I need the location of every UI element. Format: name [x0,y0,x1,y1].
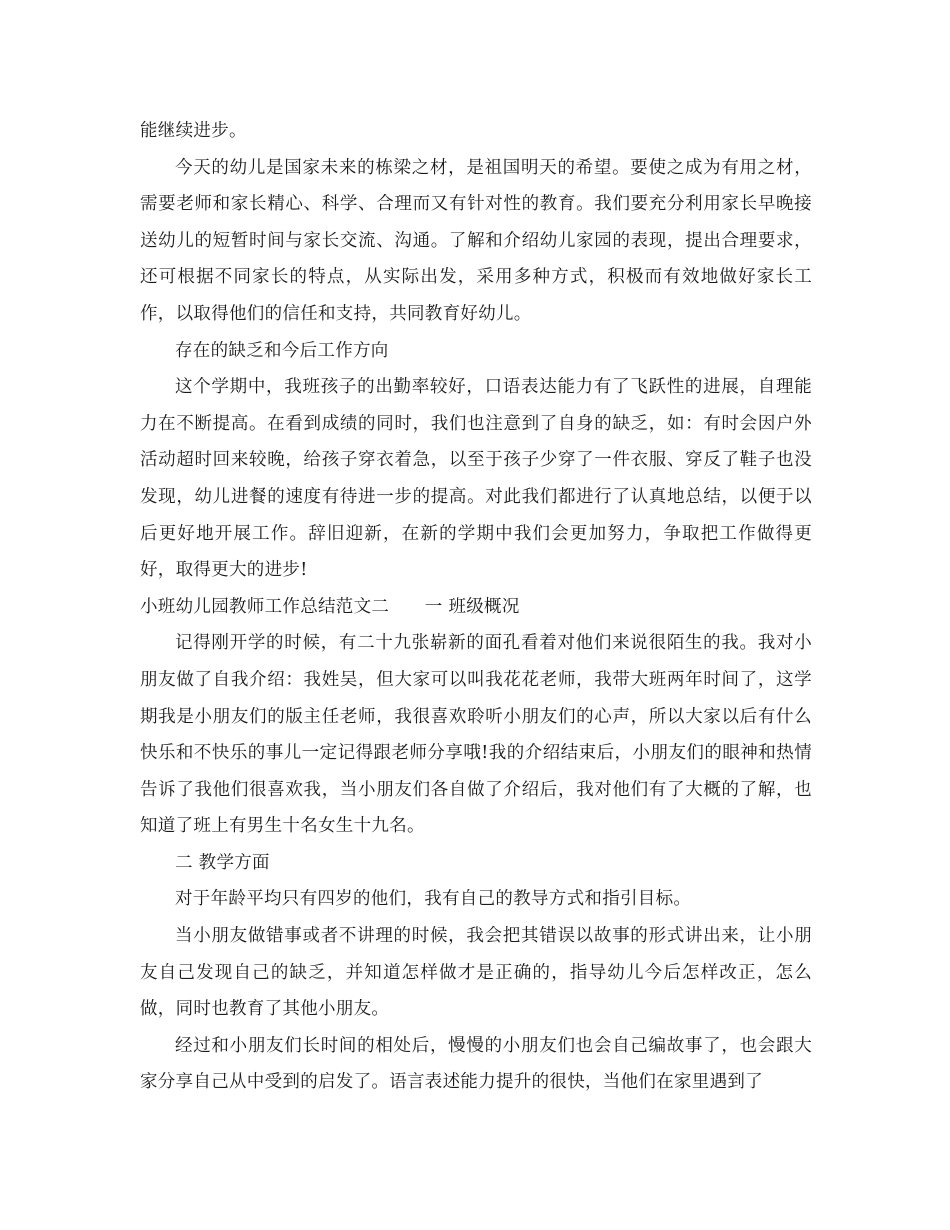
paragraph-semester-review: 这个学期中，我班孩子的出勤率较好，口语表达能力有了飞跃性的进展，自理能力在不断提高。在看到成绩的同时，我们也注意到了自身的缺乏，如：有时会因户外活动超时回来较晚，给孩子穿衣着急，以至于孩子少穿了一件衣服、穿反了鞋子也没发现，幼儿进餐的速度有待进一步的提高。对此我们都进行了认真地总结，以便于以后更好地开展工作。辞旧迎新，在新的学期中我们会更加努力，争取把工作做得更好，取得更大的进步! [140,377,812,581]
section-heading-teaching: 二 教学方面 [175,852,270,873]
section-heading-shortcomings: 存在的缺乏和今后工作方向 [175,340,389,361]
paragraph-children-future: 今天的幼儿是国家未来的栋梁之材，是祖国明天的希望。要使之成为有用之材，需要老师和家长精心、科学、合理而又有针对性的教育。我们要充分利用家长早晚接送幼儿的短暂时间与家长交流、沟通。了解和介绍幼儿家园的表现，提出合理要求，还可根据不同家长的特点，从实际出发，采用多种方式，积极而有效地做好家长工作，以取得他们的信任和支持，共同教育好幼儿。 [140,157,812,324]
paragraph-teaching-goals: 对于年龄平均只有四岁的他们，我有自己的教导方式和指引目标。 [175,889,692,910]
document-title-sample-two: 小班幼儿园教师工作总结范文二 一 班级概况 [140,596,520,617]
paragraph-story-method: 当小朋友做错事或者不讲理的时候，我会把其错误以故事的形式讲出来，让小朋友自己发现自己的缺乏，并知道怎样做才是正确的，指导幼儿今后怎样改正，怎么做，同时也教育了其他小朋友。 [140,926,812,1020]
paragraph-self-introduction: 记得刚开学的时候，有二十九张崭新的面孔看着对他们来说很陌生的我。我对小朋友做了自我介绍：我姓吴，但大家可以叫我花花老师，我带大班两年时间了，这学期我是小朋友们的版主任老师，我很喜欢聆听小朋友们的心声，所以大家以后有什么快乐和不快乐的事儿一定记得跟老师分享哦!我的介绍结束后，小朋友们的眼神和热情告诉了我他们很喜欢我，当小朋友们各自做了介绍后，我对他们有了大概的了解，也知道了班上有男生十名女生十九名。 [140,633,812,837]
paragraph-continuation: 能继续进步。 [140,121,247,141]
document-body [140,113,812,1101]
paragraph-language-progress: 经过和小朋友们长时间的相处后，慢慢的小朋友们也会自己编故事了，也会跟大家分享自己从中受到的启发了。语言表述能力提升的很快，当他们在家里遇到了 [140,1035,812,1093]
